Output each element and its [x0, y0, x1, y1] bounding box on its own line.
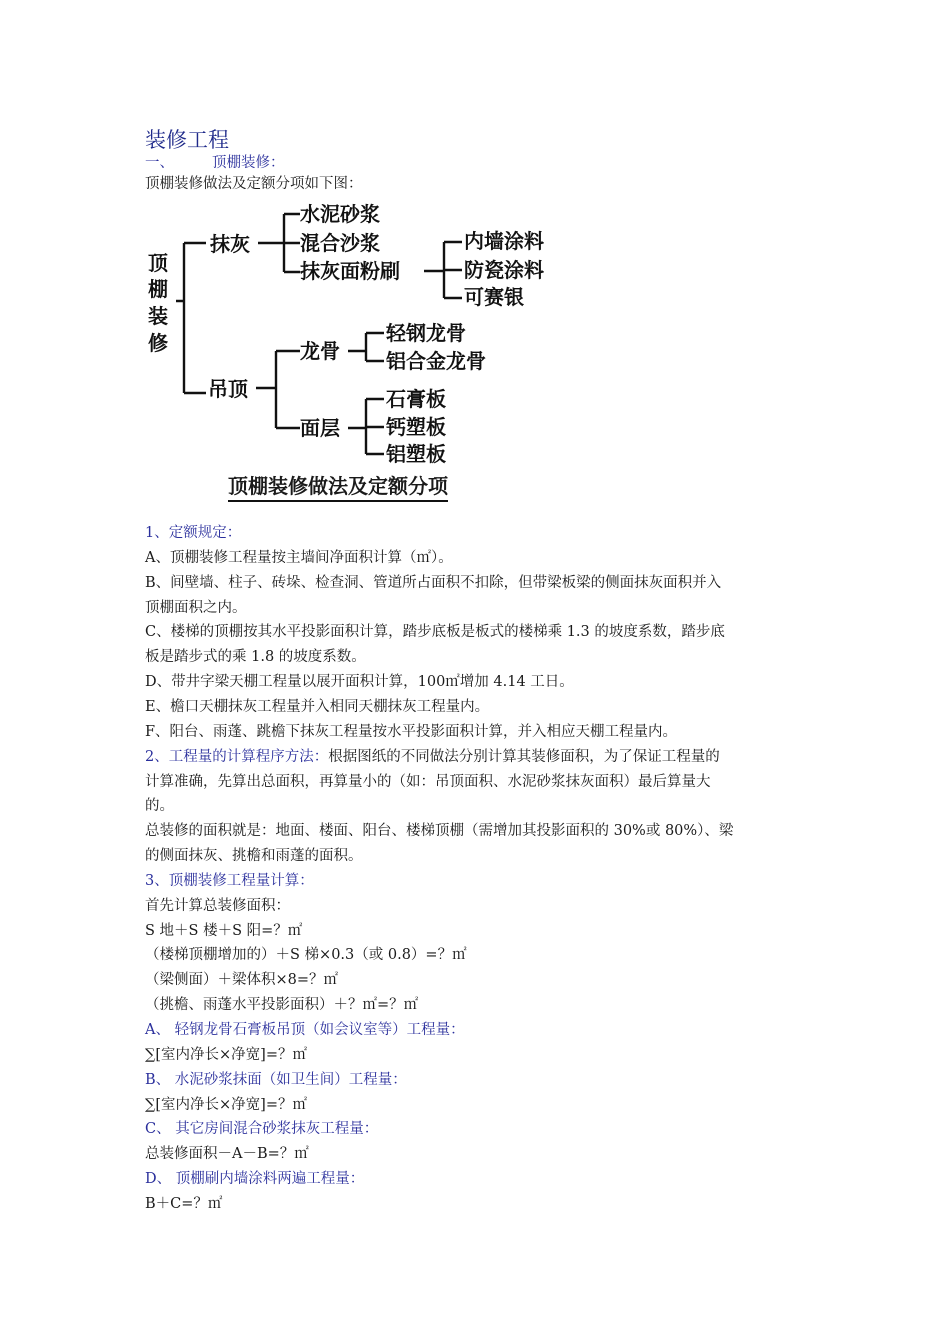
diagram-caption: 顶棚装修做法及定额分项 — [228, 470, 448, 502]
leaf-label: 可赛银 — [464, 285, 524, 309]
body-line: 总装修的面积就是：地面、楼面、阳台、楼梯顶棚（需增加其投影面积的 30%或 80%）、梁 — [145, 823, 734, 840]
body-line: S 地＋S 楼＋S 阳=？㎡ — [145, 922, 303, 939]
body-line: （挑檐、雨蓬水平投影面积）＋？㎡=？㎡ — [145, 997, 419, 1014]
leaf-label: 抹灰面粉刷 — [300, 259, 400, 283]
branch-bracket — [348, 399, 384, 454]
body-line: D、 顶棚刷内墙涂料两遍工程量： — [145, 1171, 365, 1188]
body-line: C、楼梯的顶棚按其水平投影面积计算，踏步底板是板式的楼梯乘 1.3 的坡度系数，踏步底 — [145, 624, 725, 641]
body-line: B、 水泥砂浆抹面（如卫生间）工程量： — [145, 1071, 407, 1088]
body-line: 总装修面积－A－B=？㎡ — [145, 1146, 309, 1163]
branch-bracket — [256, 351, 300, 428]
leaf-label: 铝塑板 — [386, 442, 446, 466]
body-line: 1、定额规定： — [145, 525, 242, 541]
body-line — [145, 747, 720, 767]
body-line: 的。 — [145, 798, 174, 815]
body-line: （梁侧面）＋梁体积×8=？㎡ — [145, 972, 339, 989]
body-line: A、顶棚装修工程量按主墙间净面积计算（㎡）。 — [145, 549, 453, 566]
section-heading: 顶棚装修： — [212, 155, 285, 171]
classification-diagram — [140, 196, 580, 466]
body-line: D、带井字梁天棚工程量以展开面积计算，100㎡增加 4.14 工日。 — [145, 674, 574, 691]
body-line: A、 轻钢龙骨石膏板吊顶（如会议室等）工程量： — [145, 1022, 465, 1038]
body-line: C、 其它房间混合砂浆抹灰工程量： — [145, 1121, 379, 1138]
section-number: 一、 — [145, 155, 174, 171]
leaf-label: 水泥砂浆 — [300, 202, 380, 226]
body-line: ∑[室内净长×净宽]=？㎡ — [145, 1096, 307, 1113]
branch-label: 面层 — [300, 416, 340, 440]
body-line: B＋C=？㎡ — [145, 1195, 223, 1212]
branch-bracket — [424, 242, 462, 298]
leaf-label: 防瓷涂料 — [464, 258, 544, 282]
root-char: 修 — [148, 331, 168, 355]
root-bracket — [176, 243, 206, 393]
body-line: 顶棚面积之内。 — [145, 599, 247, 616]
body-line: ∑[室内净长×净宽]=？㎡ — [145, 1046, 307, 1063]
leaf-label: 混合沙浆 — [300, 231, 380, 255]
body-line: 计算准确，先算出总面积，再算量小的（如：吊顶面积、水泥砂浆抹灰面积）最后算量大 — [145, 773, 711, 790]
page-title: 装修工程 — [145, 128, 229, 152]
root-char: 装 — [148, 304, 168, 328]
branch-bracket — [348, 333, 384, 361]
leaf-label: 钙塑板 — [386, 415, 446, 439]
leaf-label: 铝合金龙骨 — [386, 349, 486, 373]
leaf-label: 内墙涂料 — [464, 229, 544, 253]
body-line: 3、顶棚装修工程量计算： — [145, 872, 314, 889]
body-line: B、间壁墙、柱子、砖垛、检查洞、管道所占面积不扣除，但带梁板梁的侧面抹灰面积并入 — [145, 574, 722, 591]
root-char: 棚 — [148, 277, 168, 301]
branch-label: 抹灰 — [210, 232, 250, 256]
root-char: 顶 — [148, 251, 168, 275]
branch-bracket — [258, 214, 300, 272]
leaf-label: 轻钢龙骨 — [386, 321, 466, 345]
body-line: 首先计算总装修面积： — [145, 897, 290, 914]
body-text-span: 根据图纸的不同做法分别计算其装修面积，为了保证工程量的 — [328, 748, 720, 765]
branch-label: 龙骨 — [300, 339, 340, 363]
intro-text: 顶棚装修做法及定额分项如下图： — [145, 176, 363, 192]
body-line: 的侧面抹灰、挑檐和雨蓬的面积。 — [145, 848, 363, 865]
body-line: （楼梯顶棚增加的）＋S 梯×0.3（或 0.8）=？㎡ — [145, 947, 467, 964]
leaf-label: 石膏板 — [386, 387, 446, 411]
body-line: 板是踏步式的乘 1.8 的坡度系数。 — [145, 649, 366, 666]
subheading: 2、工程量的计算程序方法： — [145, 748, 329, 765]
body-line: F、阳台、雨蓬、跳檐下抹灰工程量按水平投影面积计算，并入相应天棚工程量内。 — [145, 723, 678, 740]
body-line: E、檐口天棚抹灰工程量并入相同天棚抹灰工程量内。 — [145, 698, 490, 715]
branch-label: 吊顶 — [208, 377, 248, 401]
